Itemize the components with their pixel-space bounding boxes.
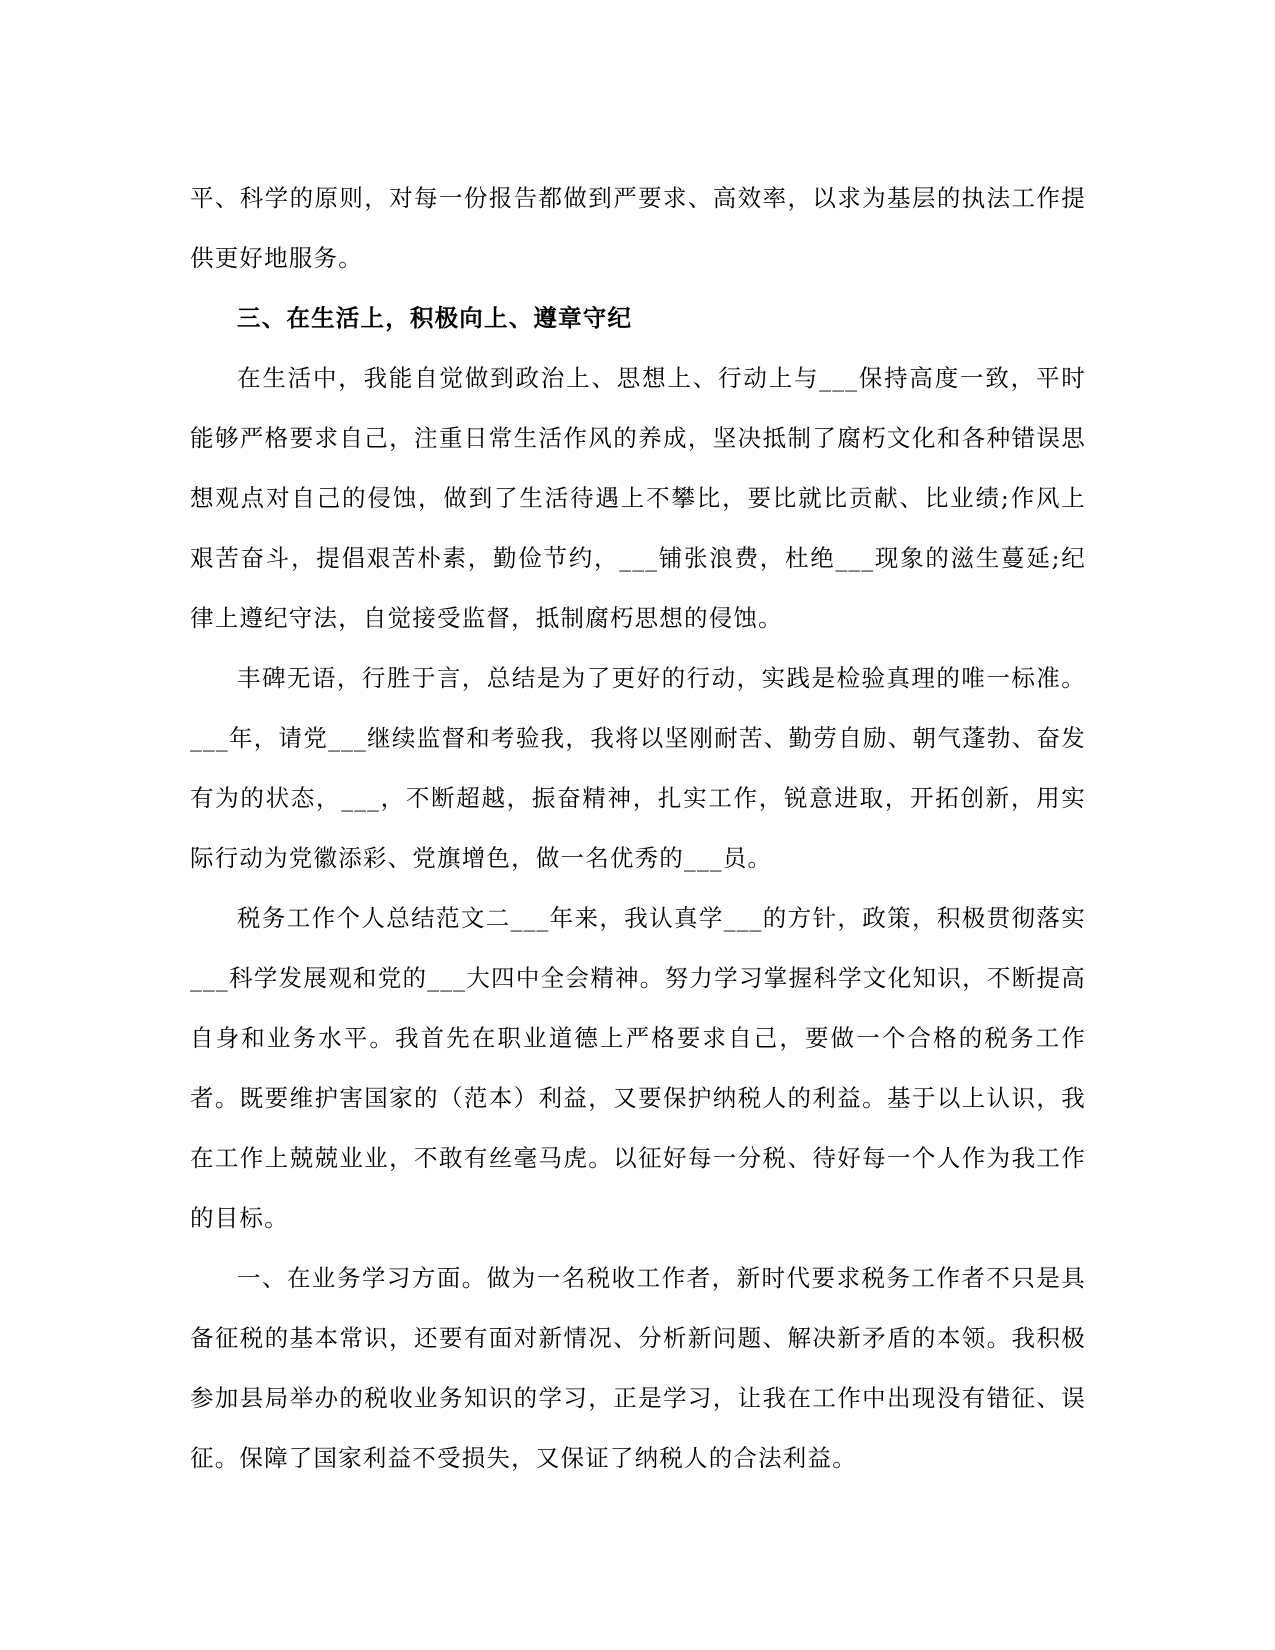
paragraph-life: 在生活中，我能自觉做到政治上、思想上、行动上与___保持高度一致，平时能够严格要求自己，注重日常生活作风的养成，坚决抵制了腐朽文化和各种错误思想观点对自己的侵蚀，做到了生活待遇上不攀比，要比就比贡献、比业绩;作风上艰苦奋斗，提倡艰苦朴素，勤俭节约，___铺张浪费，杜绝___现象的滋生蔓延;纪律上遵纪守法，自觉接受监督，抵制腐朽思想的侵蚀。 (190, 364, 1086, 632)
paragraph-business-study: 一、在业务学习方面。做为一名税收工作者，新时代要求税务工作者不只是具备征税的基本常识，还要有面对新情况、分析新问题、解决新矛盾的本领。我积极参加县局举办的税收业务知识的学习，正是学习，让我在工作中出现没有错征、误征。保障了国家利益不受损失，又保证了纳税人的合法利益。 (190, 1264, 1086, 1472)
section-heading-life: 三、在生活上，积极向上、遵章守纪 (237, 304, 633, 332)
paragraph-conclusion: 丰碑无语，行胜于言，总结是为了更好的行动，实践是检验真理的唯一标准。___年，请党___继续监督和考验我，我将以坚刚耐苦、勤劳自励、朝气蓬勃、奋发有为的状态，___，不断超越，振奋精神，扎实工作，锐意进取，开拓创新，用实际行动为党徽添彩、党旗增色，做一名优秀的___员。 (190, 664, 1086, 872)
paragraph-continuation: 平、科学的原则，对每一份报告都做到严要求、高效率，以求为基层的执法工作提供更好地服务。 (190, 184, 1086, 272)
paragraph-sample-two: 税务工作个人总结范文二___年来，我认真学___的方针，政策，积极贯彻落实___科学发展观和党的___大四中全会精神。努力学习掌握科学文化知识，不断提高自身和业务水平。我首先在职业道德上严格要求自己，要做一个合格的税务工作者。既要维护害国家的（范本）利益，又要保护纳税人的利益。基于以上认识，我在工作上兢兢业业，不敢有丝毫马虎。以征好每一分税、待好每一个人作为我工作的目标。 (190, 904, 1086, 1232)
document-body (190, 168, 1086, 1488)
